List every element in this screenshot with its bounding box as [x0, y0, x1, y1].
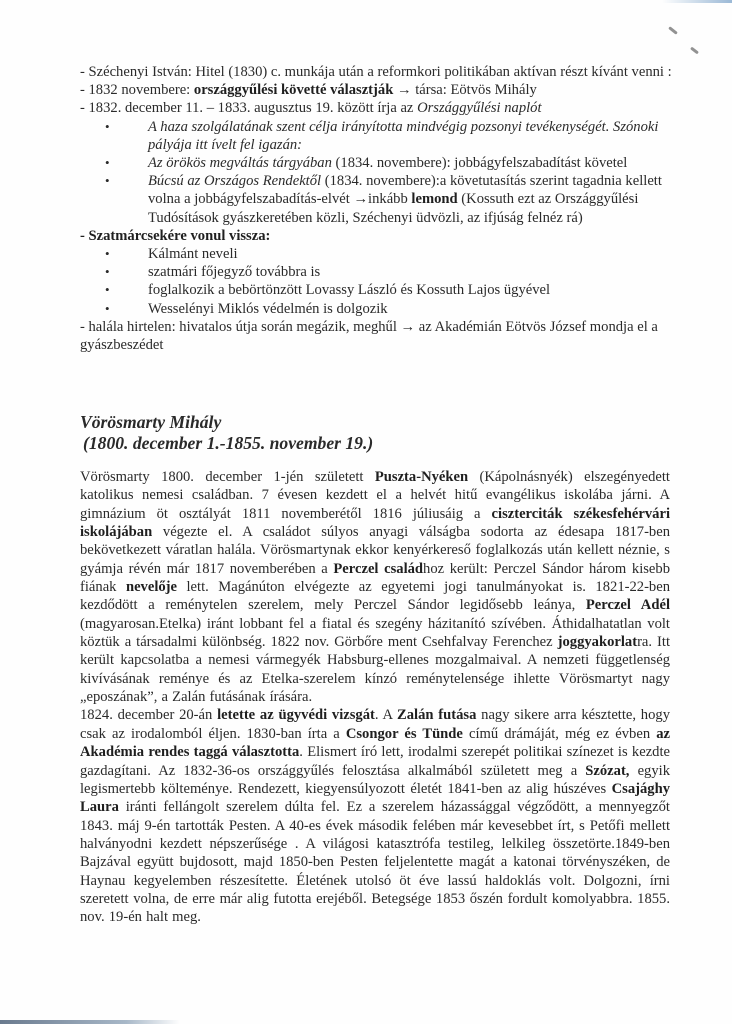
bullet-list	[80, 245, 680, 318]
szechenyi-notes	[80, 63, 680, 354]
paragraph: Vörösmarty 1800. december 1-jén született Puszta-Nyéken (Kápolnásnyék) elszegényedett katolikus nemesi családban. 7 évesen kezdett el a helvét hitű evangélikus iskolába járni. A gimnázium öt osztályát 1811 novemberétől 1816 júliusáig a ciszterciták székesfehérvári iskolájában végezte el. A családot súlyos anyagi válságba sodorta az édesapa 1817-ben bekövetkezett váratlan halála. Vörösmartynak ekkor kenyérkereső foglalkozás után kellett néznie, s gyámja révén már 1817 novemberében a Perczel családhoz került: Perczel Sándor három kisebb fiának nevelője lett. Magánúton elvégezte az egyetemi jogi tanulmányokat is. 1821-22-ben kezdődött a reménytelen szerelem, mely Perczel Sándor legidősebb leánya, Perczel Adél (magyarosan.Etelka) iránt lobbant fel a fiatal és szegény házitanító szívében. Áthidalhatatlan volt köztük a társadalmi különbség. 1822 nov. Görbőre ment Csehfalvay Ferenchez joggyakorlatra. Itt került kapcsolatba a nemesi vármegyék Habsburg-ellenes mozgalmaival. A nemzeti függetlenség kivívásának reménye és az Etelka-szerelem kínzó reménytelensége ihlette Vörösmartyt nagy „eposzának”, a Zalán futásának írására.	[80, 469, 670, 706]
pen-mark	[690, 47, 699, 55]
note-line: - 1832 novembere: országgyűlési követté választják → társa: Eötvös Mihály	[80, 82, 537, 99]
list-item: • Wesselényi Miklós védelmén is dolgozik	[80, 300, 680, 318]
list-item: • szatmári főjegyző továbbra is	[80, 263, 680, 281]
heading-name: Vörösmarty Mihály	[80, 412, 222, 432]
note-line: - 1832. december 11. – 1833. augusztus 19. között írja az Országgyűlési naplót	[80, 100, 542, 117]
list-item: • foglalkozik a bebörtönzött Lovassy László és Kossuth Lajos ügyével	[80, 281, 680, 299]
scan-edge-bottom	[0, 1020, 180, 1024]
subheading: - Szatmárcsekére vonul vissza:	[80, 227, 271, 244]
note-line: - halála hirtelen: hivatalos útja során megázik, meghűl → az Akadémián Eötvös József mondja el a gyászbeszédet	[80, 318, 658, 354]
biography-body	[80, 468, 670, 927]
bullet-list	[80, 118, 680, 227]
heading-dates: (1800. december 1.-1855. november 19.)	[83, 433, 374, 453]
list-item: • Az örökös megváltás tárgyában (1834. novembere): jobbágyfelszabadítást követel	[80, 154, 680, 172]
scan-edge-top	[662, 0, 732, 3]
note-line: - Széchenyi István: Hitel (1830) c. munkája után a reformkori politikában aktívan részt kívánt venni :	[80, 64, 672, 80]
section-heading	[80, 412, 373, 454]
list-item: • Búcsú az Országos Rendektől (1834. novembere):a követutasítás szerint tagadnia kellett volna a jobbágyfelszabadítás-elvét →inkább lemond (Kossuth ezt az Országgyűlési Tudósítások gyászkeretében közli, Széchenyi üdvözli, az ifjúság felnéz rá)	[80, 172, 680, 227]
list-item: • A haza szolgálatának szent célja irányította mindvégig pozsonyi tevékenységét. Szónoki pályája itt ívelt fel igazán:	[80, 118, 680, 154]
pen-mark	[668, 26, 678, 35]
list-item: • Kálmánt neveli	[80, 245, 680, 263]
paragraph: 1824. december 20-án letette az ügyvédi vizsgát. A Zalán futása nagy sikere arra késztette, hogy csak az irodalomból éljen. 1830-ban írta a Csongor és Tünde című drámáját, még ez évben az Akadémia rendes taggá választotta. Elismert író lett, irodalmi szerepét politikai színezet is kezdte gazdagítani. Az 1832-36-os országgyűlés felosztása alkalmából született meg a Szózat, egyik legismertebb költeménye. Rendezett, kiegyensúlyozott életét 1841-ben az alig húszéves Csajághy Laura iránti fellángolt szerelem dúlta fel. Ez a szerelem házassággal végződött, a mennyegzőt 1843. máj 9-én tartották Pesten. A 40-es évek második felében már kevesebbet írt, s Petőfi mellett halványodni kezdett népszerűsége . A világosi katasztrófa testileg, lelkileg összetörte.1849-ben Bajzával együtt bujdosott, majd 1850-ben Pesten feljelentette magát a katonai törvényszéken, de Haynau kegyelemben részesítette. Életének utolsó öt éve lassú haldoklás volt. Dolgozni, írni szeretett volna, de erre már alig futotta erejéből. Betegsége 1853 őszén fordult komolyabbra. 1855. nov. 19-én halt meg.	[80, 707, 670, 926]
